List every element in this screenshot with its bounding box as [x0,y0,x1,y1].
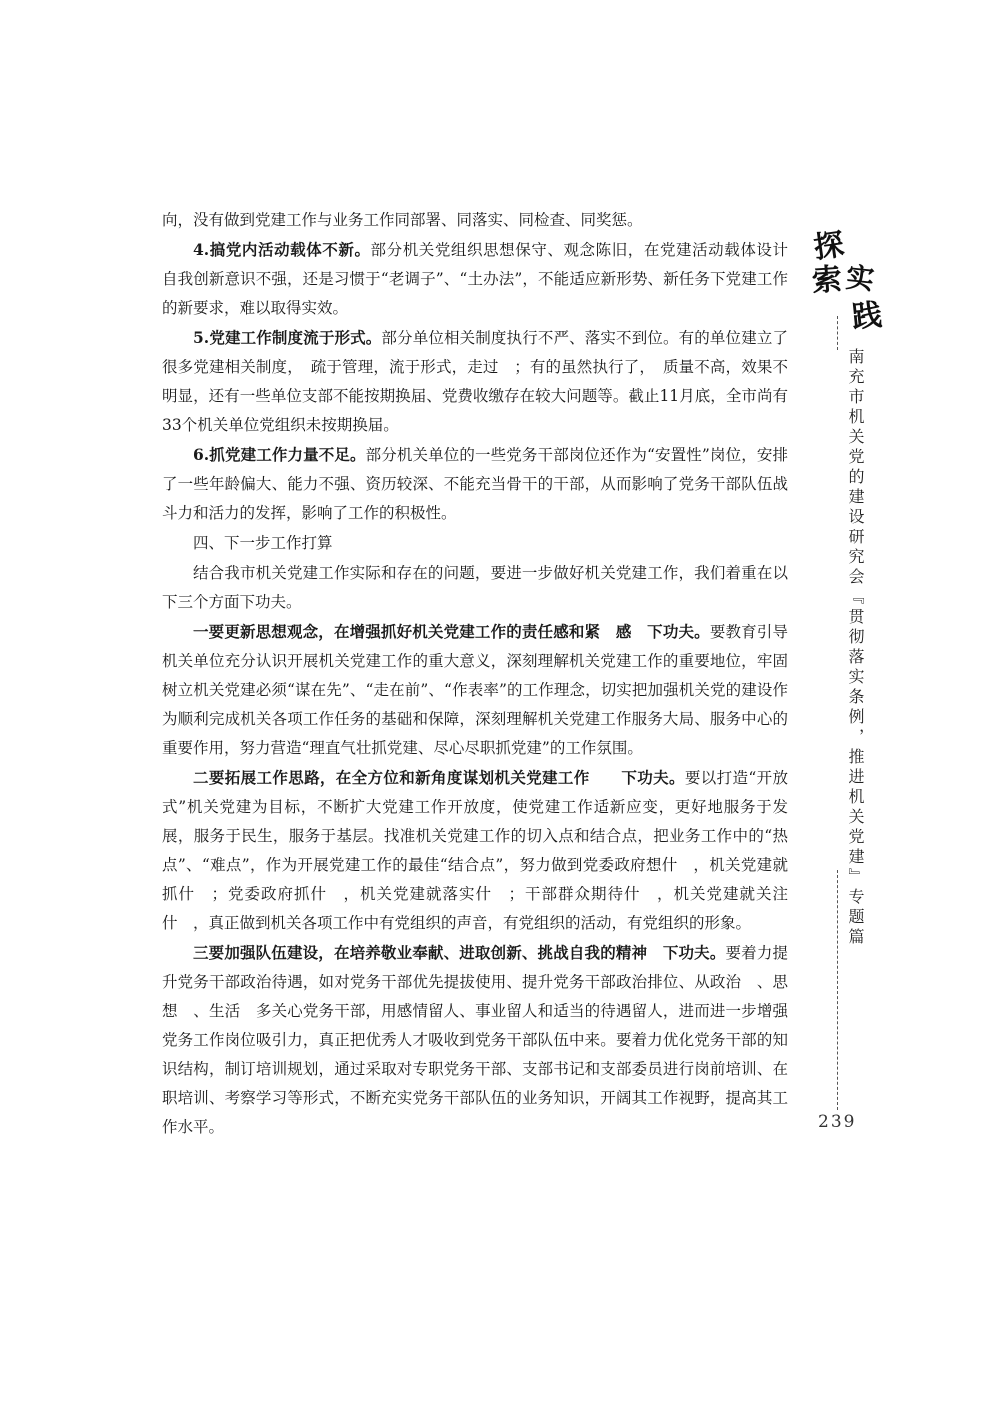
paragraph: 4.搞党内活动载体不新。部分机关党组织思想保守、观念陈旧，在党建活动载体设计 自我创新意识不强，还是习惯于“老调子”、“土办法”，不能适应新形势、新任务下党建工作的新要求，难以取得实效。 [162,240,804,317]
paragraph: 一要更新思想观念，在增强抓好机关党建工作的责任感和紧 感 下功夫。要教育引导机关单位充分认识开展机关党建工作的重大意义，深刻理解机关党建工作的重要地位，牢固树立机关党建必须“谋在先”、“走在前”、“作表率”的工作理念，切实把加强机关党的建设作为顺利完成机关各项工作任务的基础和保障，深刻理解机关党建工作服务大局、服务中心的重要作用，努力营造“理直气壮抓党建、尽心尽职抓党建”的工作氛围。 [162,622,788,757]
title-char: 索 [810,261,844,300]
paragraph: 结合我市机关党建工作实际和存在的问题，要进一步做好机关党建工作，我们着重在以下三个方面下功夫。 [162,564,788,611]
paragraph: 三要加强队伍建设，在培养敬业奉献、进取创新、挑战自我的精神 下功夫。要着力提升党务干部政治待遇，如对党务干部优先提拔使用、提升党务干部政治排位、从政治 、思想 、生活 多关心党务干部，用感情留人、事业留人和适当的待遇留人，进而进一步增强党务工作岗位吸引力，真正把优秀人才吸收到党务干部队伍中来。要着力优化党务干部的知识结构，制订培训规划，通过采取对专职党务干部、支部书记和支部委员进行岗前培训、在职培训、考察学习等形式，不断充实党务干部队伍的业务知识，开阔其工作视野，提高其工作水平。 [162,943,788,1136]
body-text [162,205,804,1142]
page-number: 239 [818,1112,857,1132]
section-heading: 四、下一步工作打算 [193,534,333,552]
dashed-divider [837,870,838,1110]
paragraph: 二要拓展工作思路，在全方位和新角度谋划机关党建工作 下功夫。要以打造“开放式”机关党建为目标，不断扩大党建工作开放度，使党建工作适新应变，更好地服务于发展，服务于民生，服务于基层。找准机关党建工作的切入点和结合点，把业务工作中的“热点”、“难点”，作为开展党建工作的最佳“结合点”，努力做到党委政府想什 ，机关党建就抓什 ；党委政府抓什 ，机关党建就落实什 ；干部群众期待什 ，机关党建就关注什 ，真正做到机关各项工作中有党组织的声音，有党组织的活动，有党组织的形象。 [162,768,788,932]
paragraph: 5.党建工作制度流于形式。部分单位相关制度执行不严、落实不到位。有的单位建立了很多党建相关制度， 疏于管理，流于形式，走过 ；有的虽然执行了， 质量不高，效果不明显，还有一些单位支部不能按期换届、党费收缴存在较大问题等。截止11月底，全市尚有33个机关单位党组织未按期换届。 [162,328,788,434]
paragraph: 向，没有做到党建工作与业务工作同部署、同落实、同检查、同奖惩。 [162,211,643,229]
paragraph: 6.抓党建工作力量不足。部分机关单位的一些党务干部岗位还作为“安置性”岗位，安排了一些年龄偏大、能力不强、资历较深、不能充当骨干的干部，从而影响了党务干部队伍战斗力和活力的发挥，影响了工作的积极性。 [162,445,788,522]
title-char: 实 [844,260,876,297]
section-title-calligraphy [810,227,884,342]
running-header-vertical: 南充市机关党的建设研究会『贯彻落实条例，推进机关党建』专题篇 [846,348,865,948]
title-char: 探 [811,227,847,266]
dashed-divider [837,316,838,350]
title-char: 践 [850,297,884,336]
